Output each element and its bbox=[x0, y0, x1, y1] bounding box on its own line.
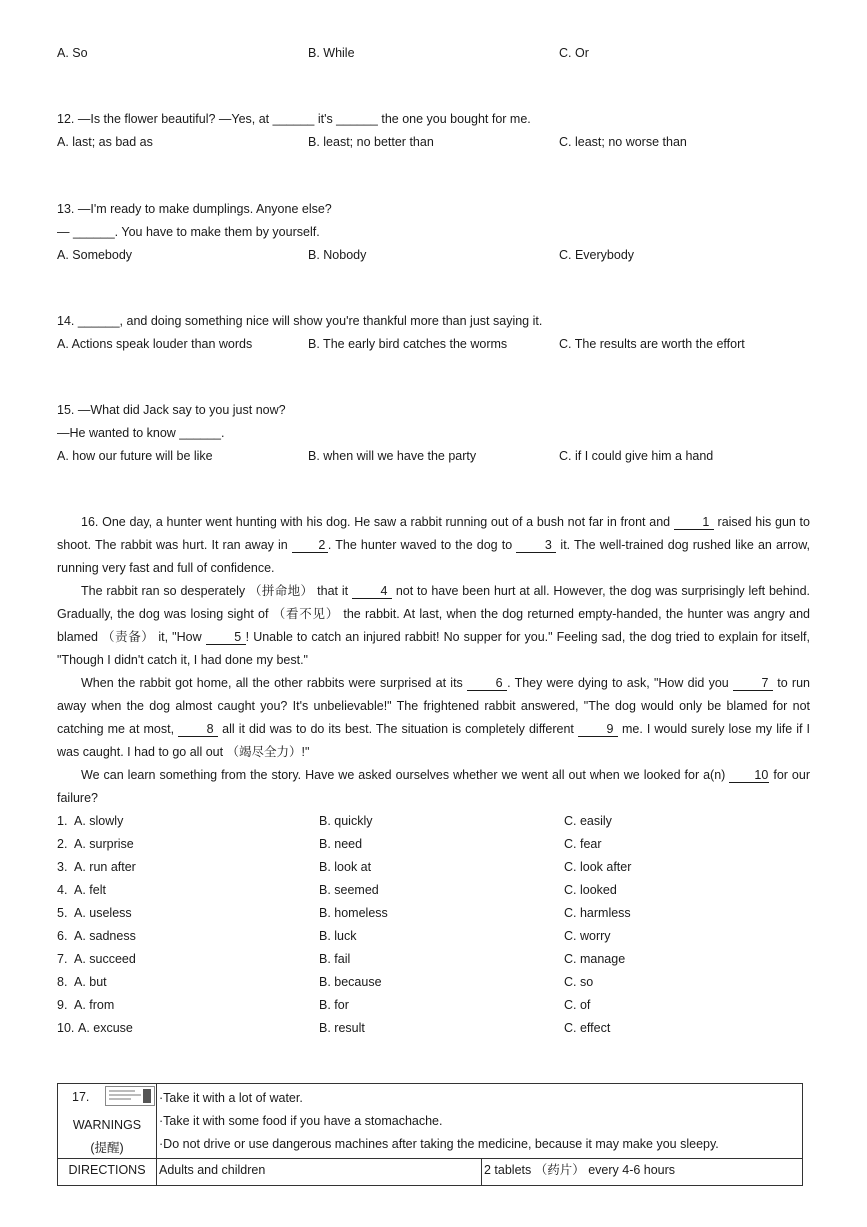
option-c: C. of bbox=[564, 998, 591, 1012]
passage-paragraph-4: We can learn something from the story. Have we asked ourselves whether we went all out when we looked for a(n) 10 for our failure? bbox=[57, 768, 810, 805]
q15-option-c: C. if I could give him a hand bbox=[559, 449, 714, 463]
q13-option-b: B. Nobody bbox=[308, 248, 367, 262]
q15-stem: 15. —What did Jack say to you just now? bbox=[57, 403, 286, 417]
blank-2[interactable]: 2 bbox=[292, 538, 328, 553]
q14-option-a: A. Actions speak louder than words bbox=[57, 337, 253, 351]
option-b: B. seemed bbox=[319, 883, 379, 897]
q13-stem: 13. —I'm ready to make dumplings. Anyone else? bbox=[57, 202, 332, 216]
passage-paragraph-3: When the rabbit got home, all the other rabbits were surprised at its 6 . They were dying to ask, "How did you 7 to run away when the dog almost caught you? It's unbelievable!" The frightened rabbit answered, "The dog would only be blamed for not catching me at most, 8 all it did was to do its best. The situation is completely different 9 me. I would surely lose my life if I was caught. I had to go all out （竭尽全力）!" bbox=[57, 676, 811, 759]
q12-option-a: A. last; as bad as bbox=[57, 135, 153, 149]
option-b: B. result bbox=[319, 1021, 365, 1035]
passage-paragraph-1: 16. One day, a hunter went hunting with his dog. He saw a rabbit running out of a bush not far in front and 1 raised his gun to shoot. The rabbit was hurt. It ran away in 2 . The hunter waved to the dog to 3 it. The well-trained dog rushed like an arrow, running very fast and full of confidence. bbox=[57, 515, 811, 575]
q12-stem: 12. —Is the flower beautiful? —Yes, at ______ it's ______ the one you bought for me. bbox=[57, 112, 531, 126]
option-b: B. look at bbox=[319, 860, 372, 874]
option-number: 1. bbox=[57, 814, 68, 828]
blank-9[interactable]: 9 bbox=[578, 722, 618, 737]
warning-item: ·Take it with a lot of water. bbox=[159, 1091, 303, 1105]
option-number: 9. bbox=[57, 998, 68, 1012]
option-number: 10. bbox=[57, 1021, 75, 1035]
blank-3[interactable]: 3 bbox=[516, 538, 556, 553]
option-number: 4. bbox=[57, 883, 68, 897]
option-b: B. fail bbox=[319, 952, 351, 966]
directions-who: Adults and children bbox=[157, 1159, 482, 1186]
option-a: A. run after bbox=[74, 860, 136, 874]
option-a: A. useless bbox=[74, 906, 132, 920]
q12-option-b: B. least; no better than bbox=[308, 135, 434, 149]
option-b: B. homeless bbox=[319, 906, 388, 920]
warning-item: ·Take it with some food if you have a stomachache. bbox=[159, 1114, 443, 1128]
option-c: C. manage bbox=[564, 952, 626, 966]
option-b: B. because bbox=[319, 975, 382, 989]
option-c: C. worry bbox=[564, 929, 611, 943]
directions-label: DIRECTIONS bbox=[58, 1159, 157, 1186]
option-number: 7. bbox=[57, 952, 68, 966]
q11-option-a: A. So bbox=[57, 46, 88, 60]
option-a: A. surprise bbox=[74, 837, 134, 851]
option-c: C. fear bbox=[564, 837, 602, 851]
blank-6[interactable]: 6 bbox=[467, 676, 507, 691]
option-number: 6. bbox=[57, 929, 68, 943]
option-b: B. need bbox=[319, 837, 363, 851]
option-a: A. excuse bbox=[78, 1021, 133, 1035]
option-a: A. succeed bbox=[74, 952, 136, 966]
directions-dose: 2 tablets （药片） every 4-6 hours bbox=[482, 1159, 803, 1186]
option-a: A. from bbox=[74, 998, 115, 1012]
q15-stem-2: —He wanted to know ______. bbox=[57, 426, 225, 440]
cloze-passage bbox=[57, 511, 810, 810]
q15-option-a: A. how our future will be like bbox=[57, 449, 213, 463]
option-a: A. felt bbox=[74, 883, 106, 897]
blank-7[interactable]: 7 bbox=[733, 676, 773, 691]
q11-option-c: C. Or bbox=[559, 46, 589, 60]
warnings-content-cell bbox=[157, 1084, 803, 1159]
q15-option-b: B. when will we have the party bbox=[308, 449, 477, 463]
option-c: C. effect bbox=[564, 1021, 611, 1035]
option-a: A. sadness bbox=[74, 929, 136, 943]
blank-4[interactable]: 4 bbox=[352, 584, 392, 599]
passage-paragraph-2: The rabbit ran so desperately （拼命地） that it 4 not to have been hurt at all. However, the dog was surprisingly left behind. Gradually, the dog was losing sight of （看不见） the rabbit. At last, when the dog returned empty-handed, the hunter was angry and blamed （责备） it, "How 5 ! Unable to catch an injured rabbit! No supper for you." Feeling sad, the dog tried to explain for itself, "Though I didn't catch it, I had done my best." bbox=[57, 584, 810, 667]
q11-option-b: B. While bbox=[308, 46, 355, 60]
q13-option-a: A. Somebody bbox=[57, 248, 133, 262]
blank-1[interactable]: 1 bbox=[674, 515, 714, 530]
q12-option-c: C. least; no worse than bbox=[559, 135, 687, 149]
q14-option-b: B. The early bird catches the worms bbox=[308, 337, 508, 351]
q13-stem-2: — ______. You have to make them by yourself. bbox=[57, 225, 320, 239]
option-b: B. for bbox=[319, 998, 349, 1012]
question-number: 17. bbox=[72, 1090, 90, 1104]
option-number: 8. bbox=[57, 975, 68, 989]
option-number: 3. bbox=[57, 860, 68, 874]
q13-option-c: C. Everybody bbox=[559, 248, 635, 262]
q14-stem: 14. ______, and doing something nice will show you're thankful more than just saying it. bbox=[57, 314, 543, 328]
option-c: C. easily bbox=[564, 814, 612, 828]
blank-8[interactable]: 8 bbox=[178, 722, 218, 737]
option-b: B. quickly bbox=[319, 814, 373, 828]
medicine-label-thumbnail-icon bbox=[105, 1086, 155, 1106]
option-number: 5. bbox=[57, 906, 68, 920]
warnings-header-cell bbox=[58, 1084, 157, 1159]
medicine-label-table bbox=[57, 1083, 803, 1186]
blank-5[interactable]: 5 bbox=[206, 630, 246, 645]
option-c: C. so bbox=[564, 975, 594, 989]
option-c: C. looked bbox=[564, 883, 617, 897]
warning-item: ·Do not drive or use dangerous machines after taking the medicine, because it may make you sleepy. bbox=[159, 1137, 719, 1151]
option-number: 2. bbox=[57, 837, 68, 851]
option-a: A. slowly bbox=[74, 814, 124, 828]
blank-10[interactable]: 10 bbox=[729, 768, 769, 783]
q14-option-c: C. The results are worth the effort bbox=[559, 337, 745, 351]
warnings-label: WARNINGS bbox=[72, 1118, 142, 1132]
option-c: C. harmless bbox=[564, 906, 631, 920]
option-a: A. but bbox=[74, 975, 107, 989]
option-b: B. luck bbox=[319, 929, 357, 943]
warnings-label-cn: (提醒) bbox=[90, 1141, 124, 1155]
option-c: C. look after bbox=[564, 860, 632, 874]
